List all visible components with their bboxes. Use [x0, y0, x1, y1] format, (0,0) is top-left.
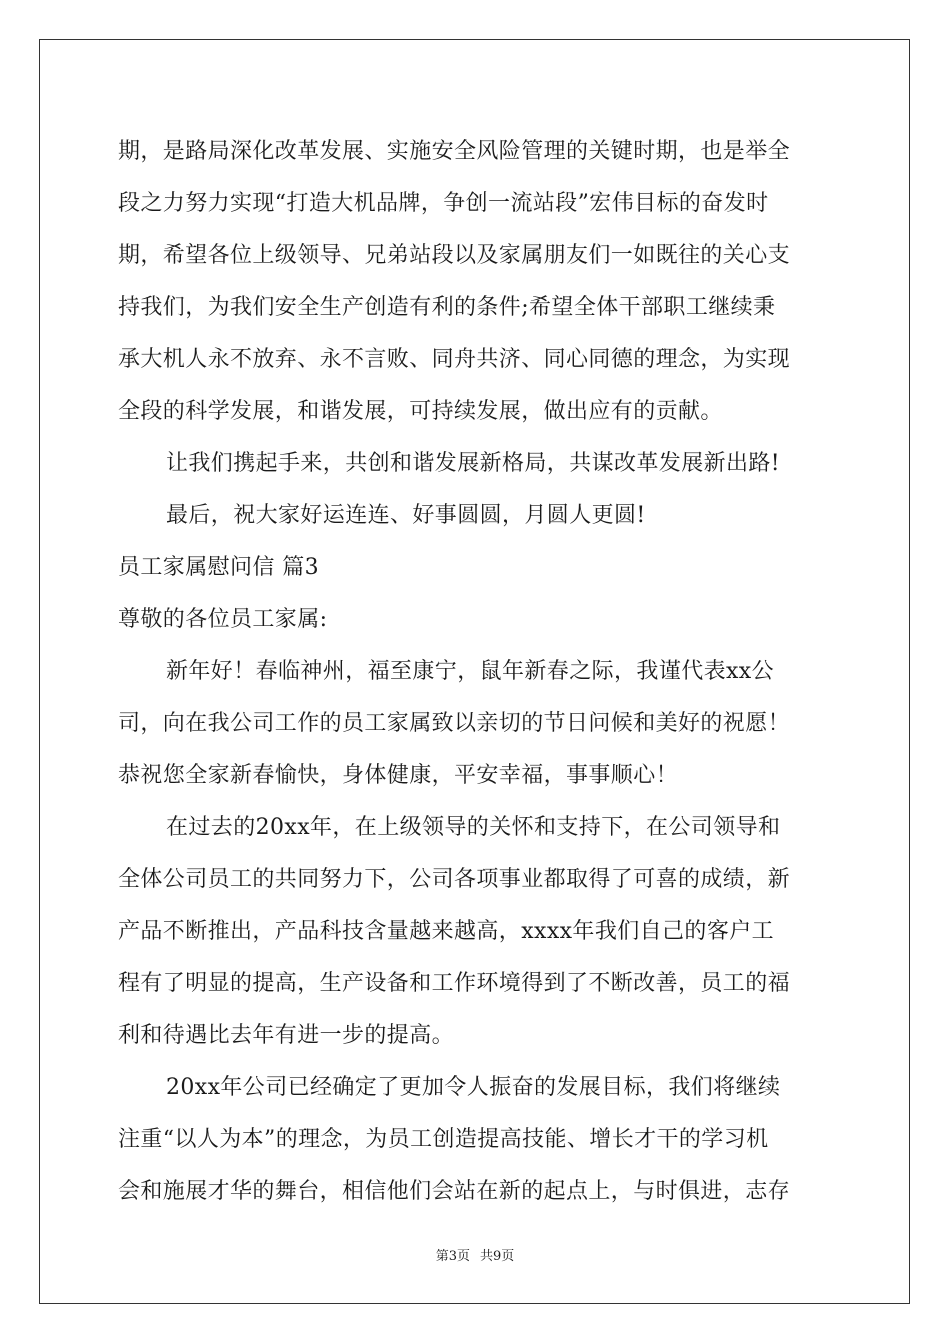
paragraph-line: 新年好！春临神州，福至康宁，鼠年新春之际，我谨代表xx公	[166, 659, 775, 684]
paragraph-line: 期，希望各位上级领导、兄弟站段以及家属朋友们一如既往的关心支	[118, 243, 791, 268]
paragraph-line: 司，向在我公司工作的员工家属致以亲切的节日问候和美好的祝愿！	[118, 711, 791, 736]
paragraph-line: 最后，祝大家好运连连、好事圆圆，月圆人更圆!	[166, 503, 646, 528]
paragraph-line: 会和施展才华的舞台，相信他们会站在新的起点上，与时俱进，志存	[118, 1179, 791, 1204]
paragraph-line: 全体公司员工的共同努力下，公司各项事业都取得了可喜的成绩，新	[118, 867, 791, 892]
page-total: 共9页	[480, 1249, 515, 1264]
paragraph-line: 期，是路局深化改革发展、实施安全风险管理的关键时期，也是举全	[118, 139, 791, 164]
paragraph-line: 让我们携起手来，共创和谐发展新格局，共谋改革发展新出路!	[166, 451, 781, 476]
paragraph-line: 持我们，为我们安全生产创造有利的条件;希望全体干部职工继续秉	[118, 295, 776, 320]
document-body	[118, 126, 833, 1218]
paragraph-line: 20xx年公司已经确定了更加令人振奋的发展目标，我们将继续	[166, 1075, 781, 1100]
salutation: 尊敬的各位员工家属:	[118, 607, 328, 632]
page-number: 第3页	[435, 1249, 470, 1264]
paragraph-line: 程有了明显的提高，生产设备和工作环境得到了不断改善，员工的福	[118, 971, 791, 996]
paragraph-line: 恭祝您全家新春愉快，身体健康，平安幸福，事事顺心！	[118, 763, 679, 788]
paragraph-line: 承大机人永不放弃、永不言败、同舟共济、同心同德的理念，为实现	[118, 347, 791, 372]
paragraph-line: 注重“以人为本”的理念，为员工创造提高技能、增长才干的学习机	[118, 1127, 769, 1152]
paragraph-line: 全段的科学发展，和谐发展，可持续发展，做出应有的贡献。	[118, 399, 723, 424]
paragraph-line: 在过去的20xx年，在上级领导的关怀和支持下，在公司领导和	[166, 815, 781, 840]
paragraph-line: 产品不断推出，产品科技含量越来越高，xxxx年我们自己的客户工	[118, 919, 775, 944]
paragraph-line: 利和待遇比去年有进一步的提高。	[118, 1023, 455, 1048]
paragraph-line: 段之力努力实现“打造大机品牌，争创一流站段”宏伟目标的奋发时	[118, 191, 769, 216]
section-heading: 员工家属慰问信 篇3	[118, 555, 319, 580]
page-footer	[0, 1247, 950, 1267]
